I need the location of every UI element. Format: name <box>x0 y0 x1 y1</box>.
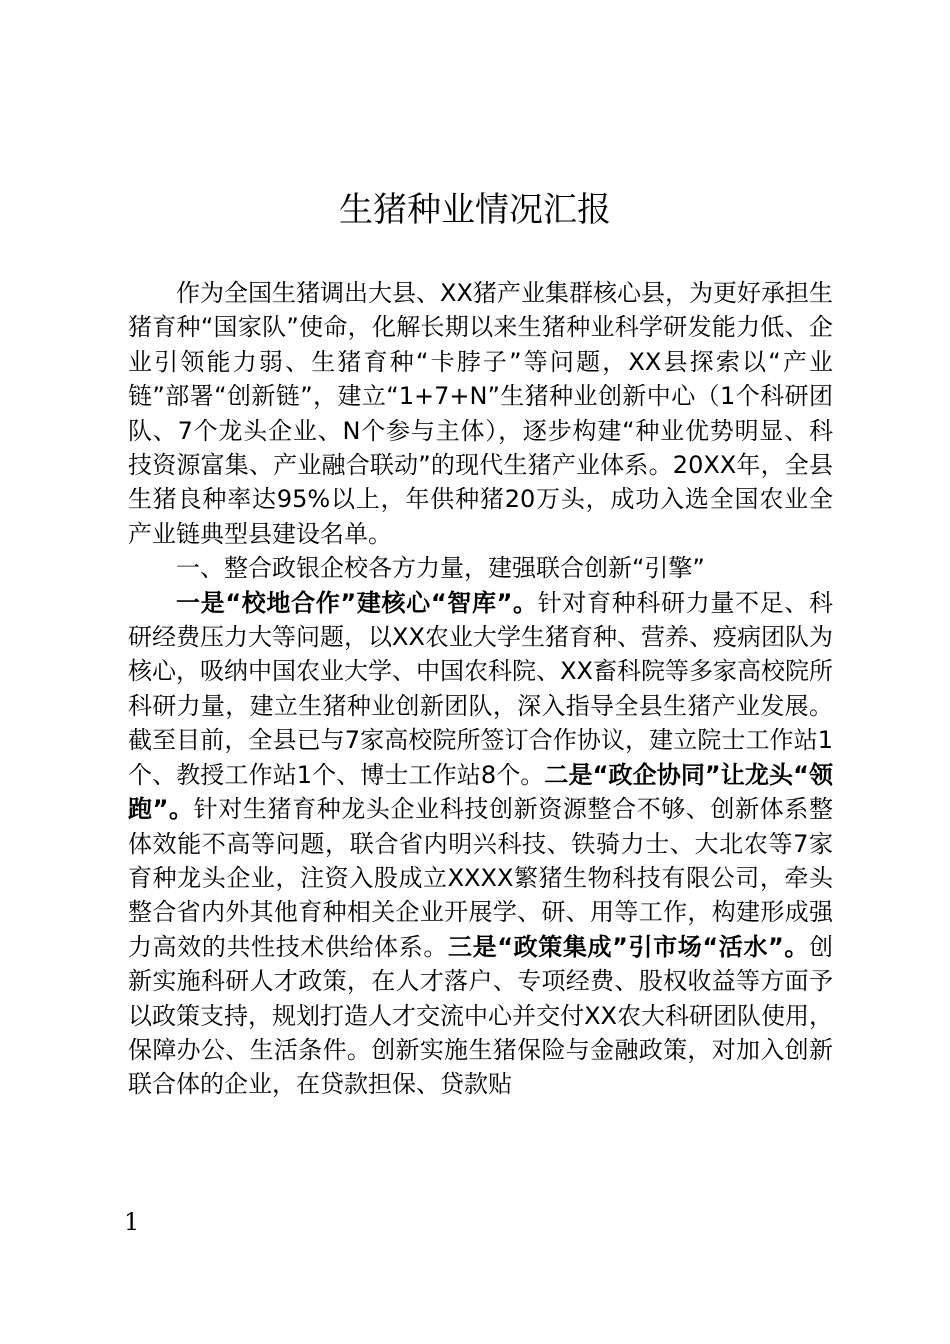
section-paragraph <box>128 586 833 1102</box>
point-text: 针对生猪育种龙头企业科技创新资源整合不够、创新体系整体效能不高等问题，联合省内明兴科技、铁骑力士、大北农等7家育种龙头企业，注资入股成立XXXX繁猪生物科技有限公司，牵头整合省内外其他育种相关企业开展学、研、用等工作，构建形成强力高效的共性技术供给体系。 <box>128 795 833 961</box>
point-text: 针对育种科研力量不足、科研经费压力大等问题，以XX农业大学生猪育种、营养、疫病团队为核心，吸纳中国农业大学、中国农科院、XX畜科院等多家高校院所科研力量，建立生猪种业创新团队，深入指导全县生猪产业发展。截至目前，全县已与7家高校院所签订合作协议，建立院士工作站1个、教授工作站1个、博士工作站8个。 <box>128 588 834 789</box>
page-number: 1 <box>124 1208 140 1236</box>
point-heading: 三是“政策集成”引市场“活水”。 <box>448 932 810 961</box>
section-heading: 一、整合政银企校各方力量，建强联合创新“引擎” <box>176 554 705 583</box>
point-heading: 一是“校地合作”建核心“智库”。 <box>176 588 538 617</box>
point-heading: 二是“政企协同”让龙头“领跑”。 <box>128 760 833 824</box>
point-text: 创新实施科研人才政策，在人才落户、专项经费、股权收益等方面予以政策支持，规划打造人才交流中心并交付XX农大科研团队使用，保障办公、生活条件。创新实施生猪保险与金融政策，对加入创新联合体的企业，在贷款担保、贷款贴 <box>128 932 834 1099</box>
document-title: 生猪种业情况汇报 <box>339 190 611 230</box>
document-body <box>128 276 833 1102</box>
intro-paragraph: 作为全国生猪调出大县、XX猪产业集群核心县，为更好承担生猪育种“国家队”使命，化解长期以来生猪种业科学研发能力低、企业引领能力弱、生猪育种“卡脖子”等问题，XX县探索以“产业链”部署“创新链”，建立“1+7+N”生猪种业创新中心（1个科研团队、7个龙头企业、N个参与主体），逐步构建“种业优势明显、科技资源富集、产业融合联动”的现代生猪产业体系。20XX年，全县生猪良种率达95%以上，年供种猪20万头，成功入选全国农业全产业链典型县建设名单。 <box>128 279 833 548</box>
